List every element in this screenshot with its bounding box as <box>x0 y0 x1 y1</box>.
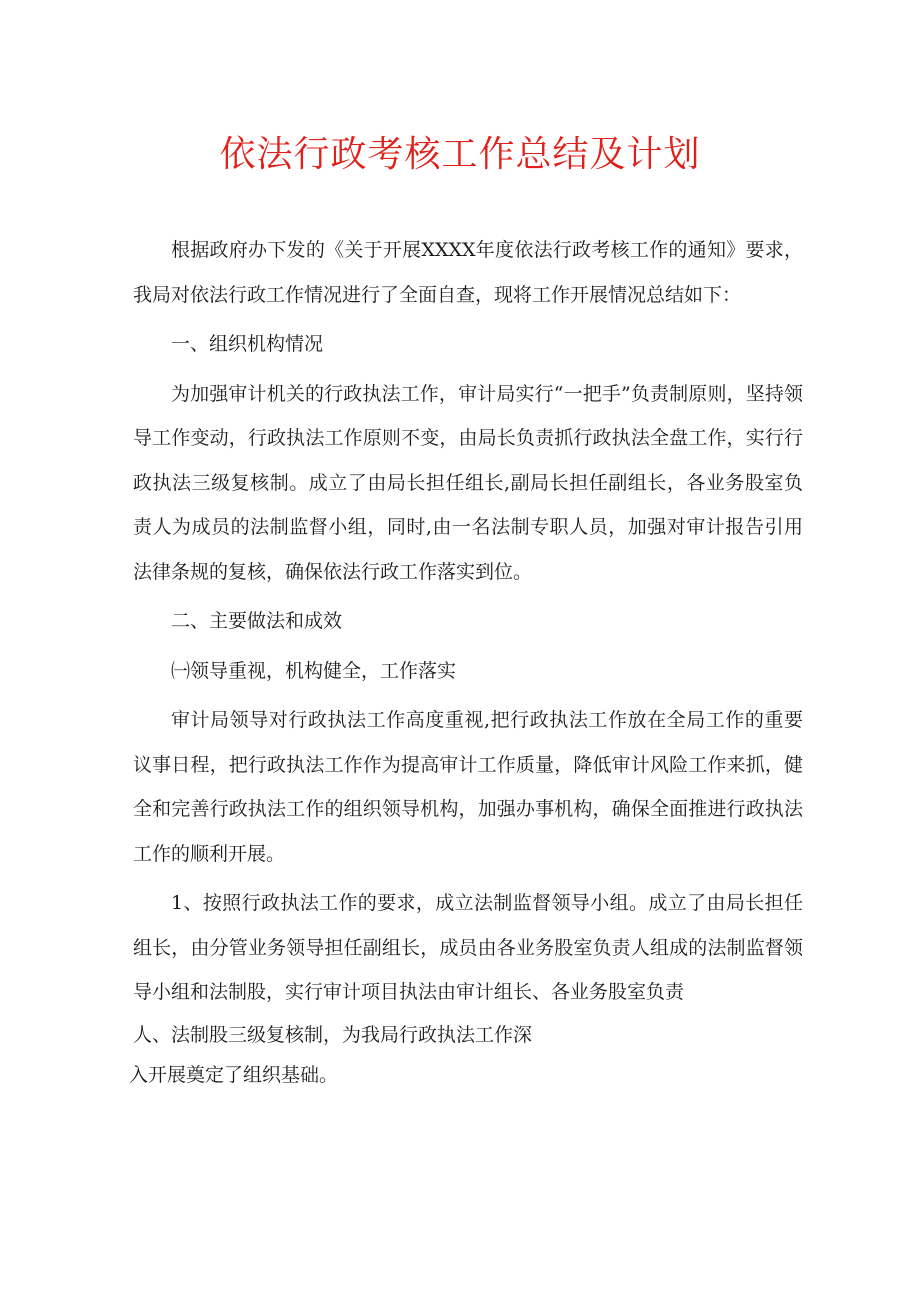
paragraph-intro: 根据政府办下发的《关于开展XXXX年度依法行政考核工作的通知》要求，我局对依法行政工作情况进行了全面自查，现将工作开展情况总结如下： <box>133 239 803 306</box>
paragraph-org: 为加强审计机关的行政执法工作，审计局实行“一把手”负责制原则，坚持领导工作变动，行政执法工作原则不变，由局长负责抓行政执法全盘工作，实行行政执法三级复核制。成立了由局长担任组长,副局长担任副组长，各业务股室负责人为成员的法制监督小组，同时,由一名法制专职人员，加强对审计报告引用法律条规的复核，确保依法行政工作落实到位。 <box>133 382 803 583</box>
paragraph-leadership: 审计局领导对行政执法工作高度重视,把行政执法工作放在全局工作的重要议事日程，把行政执法工作作为提高审计工作质量，降低审计风险工作来抓，健全和完善行政执法工作的组织领导机构，加强办事机构，确保全面推进行政执法工作的顺利开展。 <box>133 709 803 865</box>
document-title: 依法行政考核工作总结及计划 <box>219 134 701 175</box>
tail-line-1: 人、法制股三级复核制，为我局行政执法工作深 <box>133 1023 533 1046</box>
document-body <box>129 228 803 1095</box>
subsection-heading-1: ㈠领导重视，机构健全，工作落实 <box>171 659 457 682</box>
section-heading-1: 一、组织机构情况 <box>171 333 324 355</box>
paragraph-item-1: 1、按照行政执法工作的要求，成立法制监督领导小组。成立了由局长担任组长，由分管业务领导担任副组长，成员由各业务股室负责人组成的法制监督领导小组和法制股，实行审计项目执法由审计组长、各业务股室负责 <box>133 892 803 1003</box>
paragraph-item-1-tail <box>129 1015 803 1095</box>
tail-line-2: 入开展奠定了组织基础。 <box>129 1063 339 1086</box>
section-heading-2: 二、主要做法和成效 <box>171 610 343 632</box>
